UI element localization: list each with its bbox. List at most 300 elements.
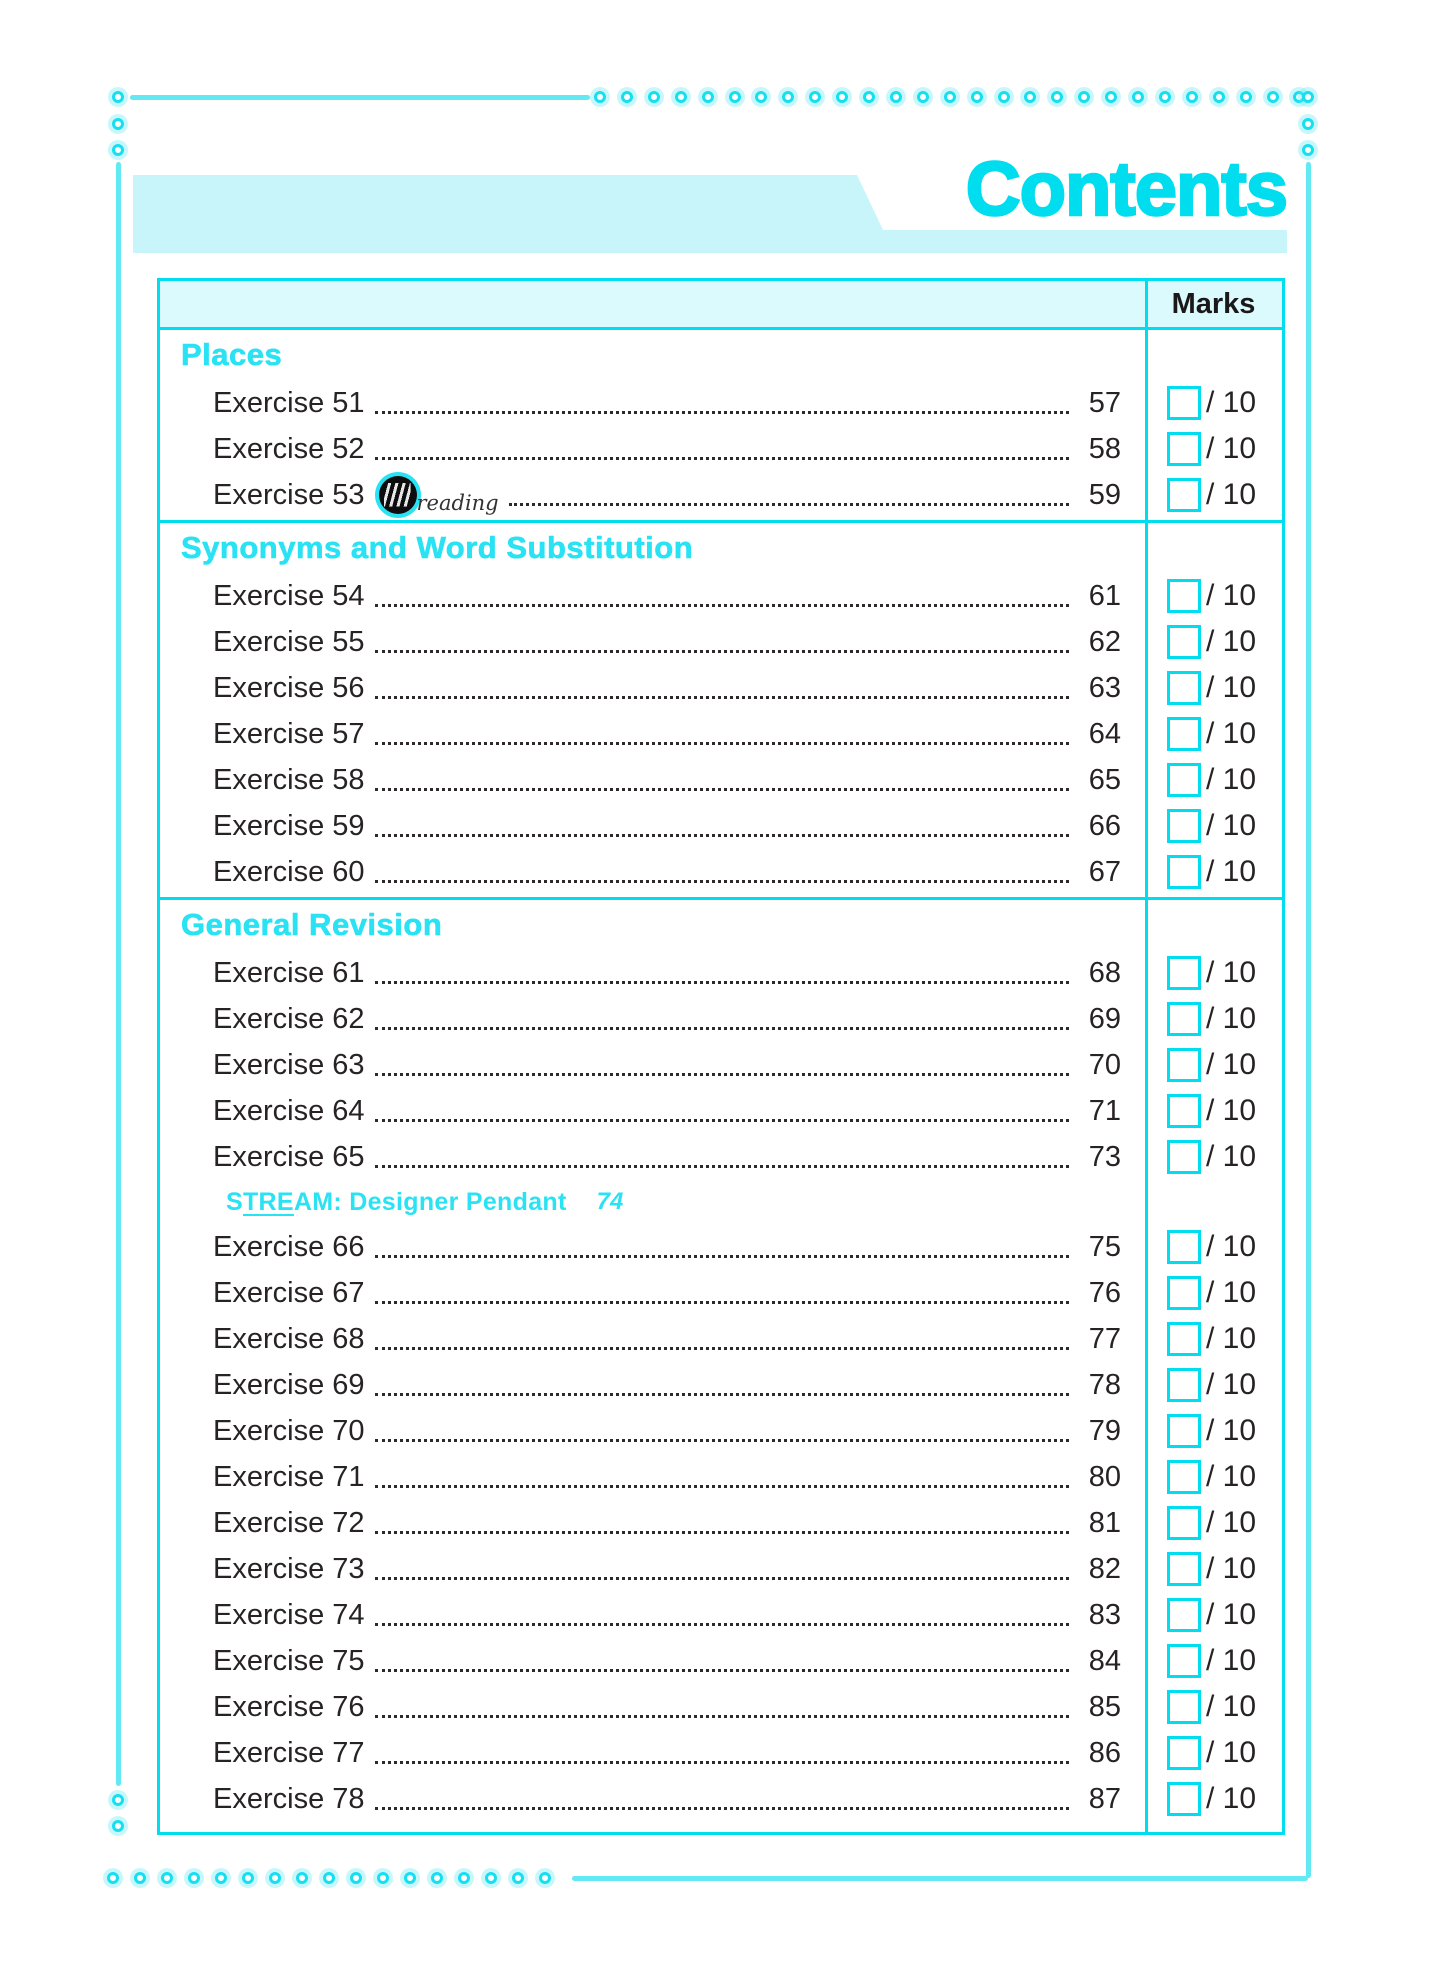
- marks-checkbox: [1167, 1048, 1201, 1082]
- marks-checkbox: [1167, 763, 1201, 797]
- frame-circle: [485, 1872, 497, 1884]
- reading-stamp-icon: [379, 476, 417, 514]
- frame-circle: [512, 1872, 524, 1884]
- section-heading: Synonyms and Word Substitution: [181, 530, 694, 565]
- toc-row: [160, 472, 1282, 518]
- marks-out-of-label: / 10: [1206, 432, 1257, 465]
- marks-cell: [1145, 1048, 1282, 1082]
- frame-circle: [890, 91, 902, 103]
- table-header-row: [160, 281, 1282, 330]
- frame-circle: [242, 1872, 254, 1884]
- table-body: [160, 330, 1282, 1824]
- toc-row-label: Exercise 52: [213, 432, 365, 465]
- toc-row-label: Exercise 65: [213, 1140, 365, 1173]
- marks-out-of-label: / 10: [1206, 855, 1257, 888]
- marks-out-of-label: / 10: [1206, 1048, 1257, 1081]
- frame-circle: [1186, 91, 1198, 103]
- marks-checkbox: [1167, 1322, 1201, 1356]
- frame-circle: [836, 91, 848, 103]
- dot-leader: [375, 650, 1069, 653]
- marks-cell: [1145, 1368, 1282, 1402]
- marks-out-of-label: / 10: [1206, 717, 1257, 750]
- toc-row-label: Exercise 69: [213, 1368, 365, 1401]
- marks-cell: [1145, 1460, 1282, 1494]
- toc-row-content: [160, 856, 1145, 889]
- dot-leader: [509, 503, 1069, 506]
- toc-row-page: 69: [1088, 1002, 1121, 1035]
- frame-circle: [702, 91, 714, 103]
- stream-row: [160, 1180, 1282, 1224]
- marks-cell: [1145, 956, 1282, 990]
- toc-row-page: 66: [1088, 809, 1121, 842]
- toc-row-label: Exercise 68: [213, 1322, 365, 1355]
- toc-row-content: [160, 1369, 1145, 1402]
- marks-cell: [1145, 1552, 1282, 1586]
- toc-row: [160, 1454, 1282, 1500]
- marks-cell: [1145, 1322, 1282, 1356]
- frame-circle: [404, 1872, 416, 1884]
- dot-leader: [375, 788, 1069, 791]
- marks-cell: [1145, 1276, 1282, 1310]
- frame-circle: [1159, 91, 1171, 103]
- toc-row-content: [160, 387, 1145, 420]
- marks-cell: [1145, 763, 1282, 797]
- dot-leader: [375, 1165, 1069, 1168]
- frame-circle: [161, 1872, 173, 1884]
- toc-row-page: 59: [1088, 478, 1121, 511]
- frame-circle: [1240, 91, 1252, 103]
- toc-row-content: [160, 1737, 1145, 1770]
- contents-table: [157, 278, 1285, 1835]
- toc-row: [160, 1684, 1282, 1730]
- frame-bottom-line: [572, 1876, 1308, 1881]
- frame-circle: [458, 1872, 470, 1884]
- marks-checkbox: [1167, 956, 1201, 990]
- toc-row-label: Exercise 67: [213, 1276, 365, 1309]
- frame-circle: [134, 1872, 146, 1884]
- toc-row-label: Exercise 74: [213, 1598, 365, 1631]
- dot-leader: [375, 1807, 1069, 1810]
- marks-out-of-label: / 10: [1206, 1460, 1257, 1493]
- marks-out-of-label: / 10: [1206, 1552, 1257, 1585]
- toc-row: [160, 1638, 1282, 1684]
- marks-cell: [1145, 1736, 1282, 1770]
- section: [160, 330, 1282, 520]
- frame-circle: [1302, 144, 1314, 156]
- marks-out-of-label: / 10: [1206, 671, 1257, 704]
- frame-circle: [809, 91, 821, 103]
- toc-row-label: Exercise 58: [213, 763, 365, 796]
- toc-row-label: Exercise 77: [213, 1736, 365, 1769]
- marks-header-label: Marks: [1171, 287, 1256, 320]
- stream-underlined-letters: TRE: [242, 1187, 294, 1216]
- toc-row-content: [160, 580, 1145, 613]
- frame-circle: [1302, 118, 1314, 130]
- reading-caption: reading: [416, 491, 499, 515]
- toc-row: [160, 1362, 1282, 1408]
- toc-row-label: Exercise 72: [213, 1506, 365, 1539]
- toc-row-content: [160, 1049, 1145, 1082]
- toc-row-content: [160, 957, 1145, 990]
- marks-cell: [1145, 809, 1282, 843]
- marks-out-of-label: / 10: [1206, 1002, 1257, 1035]
- toc-row-content: [160, 1507, 1145, 1540]
- frame-circle: [1132, 91, 1144, 103]
- toc-row-page: 67: [1088, 855, 1121, 888]
- page-title: Contents: [965, 147, 1287, 232]
- toc-row-label: Exercise 57: [213, 717, 365, 750]
- toc-row-page: 80: [1088, 1460, 1121, 1493]
- marks-checkbox: [1167, 671, 1201, 705]
- section-rows: [160, 573, 1282, 895]
- toc-row: [160, 757, 1282, 803]
- toc-row-label: Exercise 66: [213, 1230, 365, 1263]
- marks-cell: [1145, 1140, 1282, 1174]
- stream-label: STREAM: Designer Pendant: [226, 1187, 567, 1216]
- toc-row: [160, 1546, 1282, 1592]
- frame-circle: [188, 1872, 200, 1884]
- marks-out-of-label: / 10: [1206, 1140, 1257, 1173]
- toc-row: [160, 711, 1282, 757]
- marks-out-of-label: / 10: [1206, 1094, 1257, 1127]
- marks-cell: [1145, 386, 1282, 420]
- toc-row-content: [160, 1691, 1145, 1724]
- toc-row: [160, 619, 1282, 665]
- toc-row-content: [160, 1277, 1145, 1310]
- toc-row-label: Exercise 53: [213, 478, 365, 511]
- marks-out-of-label: / 10: [1206, 1644, 1257, 1677]
- stream-page: 74: [596, 1188, 624, 1215]
- toc-row: [160, 573, 1282, 619]
- toc-row: [160, 665, 1282, 711]
- frame-circle: [112, 144, 124, 156]
- toc-row: [160, 803, 1282, 849]
- dot-leader: [375, 457, 1069, 460]
- frame-circle: [112, 118, 124, 130]
- toc-row-label: Exercise 61: [213, 956, 365, 989]
- frame-circle: [1078, 91, 1090, 103]
- marks-checkbox: [1167, 478, 1201, 512]
- toc-row: [160, 1224, 1282, 1270]
- toc-row-page: 75: [1088, 1230, 1121, 1263]
- toc-row-page: 70: [1088, 1048, 1121, 1081]
- marks-cell: [1145, 671, 1282, 705]
- marks-cell: [1145, 1782, 1282, 1816]
- frame-top-line: [130, 95, 590, 100]
- dot-leader: [375, 1577, 1069, 1580]
- marks-cell: [1145, 717, 1282, 751]
- dot-leader: [375, 1027, 1069, 1030]
- toc-row: [160, 996, 1282, 1042]
- toc-row-content: [160, 626, 1145, 659]
- frame-circle: [1302, 91, 1314, 103]
- toc-row: [160, 1088, 1282, 1134]
- frame-left-line: [116, 162, 121, 1786]
- toc-row: [160, 1134, 1282, 1180]
- header-spacer: [160, 281, 1145, 327]
- toc-row-content: [160, 672, 1145, 705]
- frame-circle: [755, 91, 767, 103]
- toc-row-page: 65: [1088, 763, 1121, 796]
- dot-leader: [375, 981, 1069, 984]
- frame-circle: [323, 1872, 335, 1884]
- toc-row-label: Exercise 78: [213, 1782, 365, 1815]
- marks-out-of-label: / 10: [1206, 809, 1257, 842]
- toc-row: [160, 1316, 1282, 1362]
- marks-cell: [1145, 1002, 1282, 1036]
- toc-row: [160, 1500, 1282, 1546]
- toc-row: [160, 426, 1282, 472]
- marks-checkbox: [1167, 1782, 1201, 1816]
- marks-cell: [1145, 625, 1282, 659]
- toc-row-content: [160, 718, 1145, 751]
- toc-row-content: [160, 476, 1145, 514]
- marks-checkbox: [1167, 1002, 1201, 1036]
- frame-circle: [1051, 91, 1063, 103]
- frame-circle: [215, 1872, 227, 1884]
- frame-circle: [594, 91, 606, 103]
- toc-row-page: 83: [1088, 1598, 1121, 1631]
- frame-circle: [648, 91, 660, 103]
- frame-circle: [944, 91, 956, 103]
- toc-row-content: [160, 433, 1145, 466]
- marks-checkbox: [1167, 1140, 1201, 1174]
- frame-right-line: [1306, 162, 1311, 1878]
- frame-circle: [998, 91, 1010, 103]
- dot-leader: [375, 604, 1069, 607]
- frame-circle: [675, 91, 687, 103]
- toc-row-label: Exercise 59: [213, 809, 365, 842]
- marks-out-of-label: / 10: [1206, 1690, 1257, 1723]
- toc-row: [160, 1408, 1282, 1454]
- frame-circle: [621, 91, 633, 103]
- marks-out-of-label: / 10: [1206, 1230, 1257, 1263]
- marks-checkbox: [1167, 625, 1201, 659]
- marks-checkbox: [1167, 1644, 1201, 1678]
- toc-row-page: 77: [1088, 1322, 1121, 1355]
- toc-row-page: 73: [1088, 1140, 1121, 1173]
- marks-checkbox: [1167, 1276, 1201, 1310]
- contents-banner-strip: [133, 230, 1287, 253]
- marks-out-of-label: / 10: [1206, 478, 1257, 511]
- dot-leader: [375, 696, 1069, 699]
- marks-checkbox: [1167, 579, 1201, 613]
- marks-checkbox: [1167, 1736, 1201, 1770]
- dot-leader: [375, 1255, 1069, 1258]
- dot-leader: [375, 1761, 1069, 1764]
- frame-circle: [377, 1872, 389, 1884]
- toc-row-content: [160, 764, 1145, 797]
- toc-row-page: 82: [1088, 1552, 1121, 1585]
- toc-row-label: Exercise 56: [213, 671, 365, 704]
- marks-checkbox: [1167, 1506, 1201, 1540]
- toc-row-label: Exercise 62: [213, 1002, 365, 1035]
- marks-out-of-label: / 10: [1206, 1414, 1257, 1447]
- toc-row: [160, 1776, 1282, 1822]
- toc-row-page: 62: [1088, 625, 1121, 658]
- marks-out-of-label: / 10: [1206, 1322, 1257, 1355]
- marks-checkbox: [1167, 809, 1201, 843]
- marks-cell: [1145, 478, 1282, 512]
- toc-row-content: [160, 1553, 1145, 1586]
- marks-checkbox: [1167, 1414, 1201, 1448]
- marks-cell: [1145, 1094, 1282, 1128]
- toc-row: [160, 849, 1282, 895]
- marks-checkbox: [1167, 1552, 1201, 1586]
- frame-circle: [107, 1872, 119, 1884]
- marks-out-of-label: / 10: [1206, 763, 1257, 796]
- dot-leader: [375, 1439, 1069, 1442]
- marks-checkbox: [1167, 1598, 1201, 1632]
- toc-row-page: 85: [1088, 1690, 1121, 1723]
- toc-row: [160, 1592, 1282, 1638]
- dot-leader: [375, 880, 1069, 883]
- toc-row: [160, 1270, 1282, 1316]
- toc-row-content: [160, 1323, 1145, 1356]
- marks-checkbox: [1167, 432, 1201, 466]
- section: [160, 520, 1282, 897]
- marks-out-of-label: / 10: [1206, 1736, 1257, 1769]
- dot-leader: [375, 411, 1069, 414]
- toc-row-content: [160, 1095, 1145, 1128]
- frame-circle: [112, 91, 124, 103]
- marks-cell: [1145, 855, 1282, 889]
- marks-cell: [1145, 1506, 1282, 1540]
- toc-row-content: [160, 1783, 1145, 1816]
- toc-row-label: Exercise 73: [213, 1552, 365, 1585]
- toc-row-label: Exercise 70: [213, 1414, 365, 1447]
- toc-row-page: 81: [1088, 1506, 1121, 1539]
- dot-leader: [375, 742, 1069, 745]
- dot-leader: [375, 1393, 1069, 1396]
- marks-checkbox: [1167, 1460, 1201, 1494]
- marks-checkbox: [1167, 386, 1201, 420]
- dot-leader: [375, 834, 1069, 837]
- marks-checkbox: [1167, 855, 1201, 889]
- frame-circle: [1105, 91, 1117, 103]
- marks-out-of-label: / 10: [1206, 1276, 1257, 1309]
- dot-leader: [375, 1301, 1069, 1304]
- marks-column-divider: [1145, 281, 1148, 1832]
- frame-circle: [917, 91, 929, 103]
- toc-row: [160, 1730, 1282, 1776]
- frame-circle: [1213, 91, 1225, 103]
- toc-row-content: [160, 1231, 1145, 1264]
- marks-out-of-label: / 10: [1206, 625, 1257, 658]
- toc-row-label: Exercise 76: [213, 1690, 365, 1723]
- marks-checkbox: [1167, 1368, 1201, 1402]
- dot-leader: [375, 1623, 1069, 1626]
- marks-out-of-label: / 10: [1206, 386, 1257, 419]
- toc-row-label: Exercise 54: [213, 579, 365, 612]
- frame-circle: [729, 91, 741, 103]
- marks-checkbox: [1167, 1230, 1201, 1264]
- dot-leader: [375, 1119, 1069, 1122]
- marks-out-of-label: / 10: [1206, 579, 1257, 612]
- marks-cell: [1145, 432, 1282, 466]
- marks-checkbox: [1167, 1094, 1201, 1128]
- toc-row-page: 86: [1088, 1736, 1121, 1769]
- frame-circle: [782, 91, 794, 103]
- dot-leader: [375, 1531, 1069, 1534]
- toc-row-page: 78: [1088, 1368, 1121, 1401]
- section-heading: Places: [181, 337, 283, 372]
- section-rows: [160, 950, 1282, 1822]
- toc-row-label: Exercise 51: [213, 386, 365, 419]
- toc-row-content: [160, 1415, 1145, 1448]
- frame-circle: [971, 91, 983, 103]
- frame-circle: [112, 1794, 124, 1806]
- frame-circle: [431, 1872, 443, 1884]
- toc-row-label: Exercise 60: [213, 855, 365, 888]
- toc-row-page: 64: [1088, 717, 1121, 750]
- marks-cell: [1145, 1644, 1282, 1678]
- toc-row-page: 76: [1088, 1276, 1121, 1309]
- toc-row-label: Exercise 71: [213, 1460, 365, 1493]
- marks-cell: [1145, 1690, 1282, 1724]
- toc-row-content: [160, 1461, 1145, 1494]
- toc-row-label: Exercise 75: [213, 1644, 365, 1677]
- marks-cell: [1145, 1598, 1282, 1632]
- frame-circle: [350, 1872, 362, 1884]
- toc-row-content: [160, 1141, 1145, 1174]
- toc-row-page: 71: [1088, 1094, 1121, 1127]
- frame-circle: [269, 1872, 281, 1884]
- marks-out-of-label: / 10: [1206, 956, 1257, 989]
- toc-row-label: Exercise 55: [213, 625, 365, 658]
- toc-row: [160, 1042, 1282, 1088]
- dot-leader: [375, 1073, 1069, 1076]
- marks-checkbox: [1167, 1690, 1201, 1724]
- toc-row-content: [160, 1645, 1145, 1678]
- toc-row-content: [160, 1599, 1145, 1632]
- toc-row-page: 61: [1088, 579, 1121, 612]
- dot-leader: [375, 1347, 1069, 1350]
- toc-row-page: 79: [1088, 1414, 1121, 1447]
- frame-circle: [296, 1872, 308, 1884]
- section-heading: General Revision: [181, 907, 443, 942]
- toc-row-page: 87: [1088, 1782, 1121, 1815]
- marks-checkbox: [1167, 717, 1201, 751]
- toc-row-content: [160, 810, 1145, 843]
- marks-out-of-label: / 10: [1206, 1368, 1257, 1401]
- toc-row-page: 58: [1088, 432, 1121, 465]
- toc-row-label: Exercise 63: [213, 1048, 365, 1081]
- dot-leader: [375, 1715, 1069, 1718]
- marks-out-of-label: / 10: [1206, 1598, 1257, 1631]
- frame-circle: [112, 1820, 124, 1832]
- marks-cell: [1145, 1230, 1282, 1264]
- frame-circle: [863, 91, 875, 103]
- dot-leader: [375, 1485, 1069, 1488]
- toc-row-page: 57: [1088, 386, 1121, 419]
- frame-circle: [1024, 91, 1036, 103]
- toc-row: [160, 950, 1282, 996]
- frame-circle: [1267, 91, 1279, 103]
- frame-circle: [539, 1872, 551, 1884]
- marks-cell: [1145, 579, 1282, 613]
- toc-row-content: [160, 1003, 1145, 1036]
- toc-row-page: 84: [1088, 1644, 1121, 1677]
- toc-row-page: 63: [1088, 671, 1121, 704]
- marks-out-of-label: / 10: [1206, 1506, 1257, 1539]
- marks-out-of-label: / 10: [1206, 1782, 1257, 1815]
- marks-cell: [1145, 1414, 1282, 1448]
- toc-row-page: 68: [1088, 956, 1121, 989]
- toc-row: [160, 380, 1282, 426]
- dot-leader: [375, 1669, 1069, 1672]
- section-rows: [160, 380, 1282, 518]
